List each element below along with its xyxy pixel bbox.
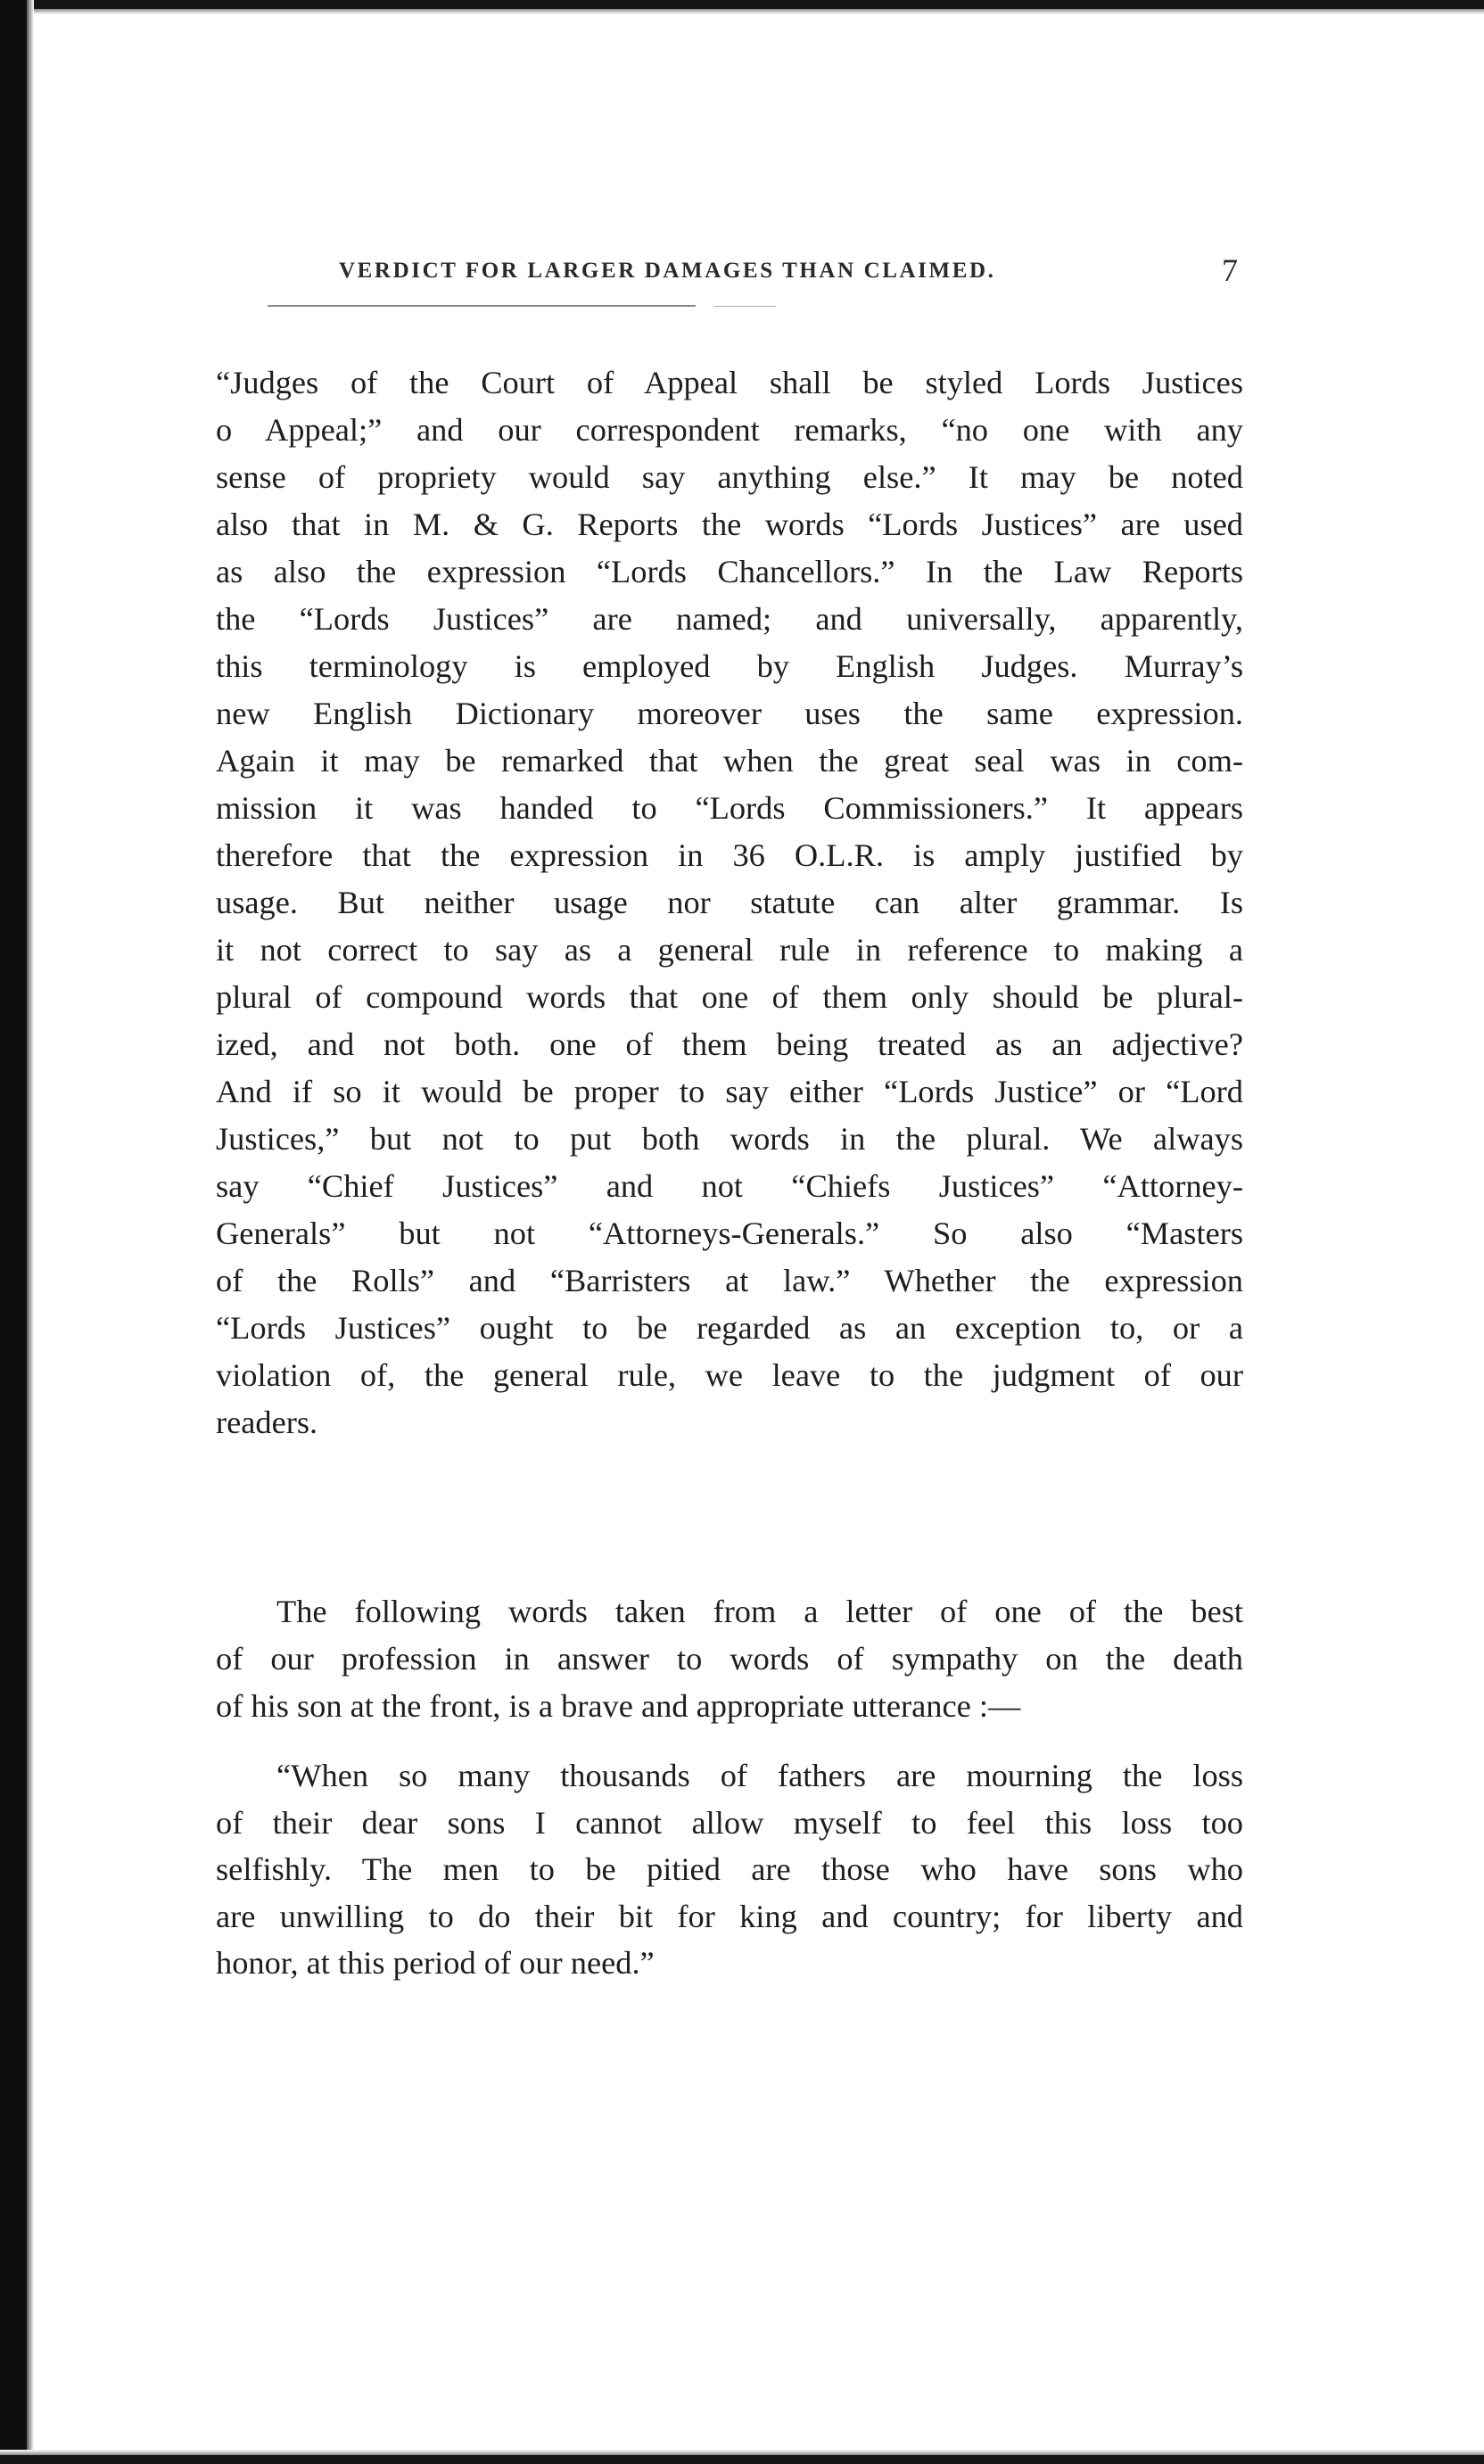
text-line: o Appeal;” and our correspondent remarks, “no one with any <box>216 412 1243 448</box>
text-line: selfishly. The men to be pitied are those who have sons who <box>216 1851 1243 1887</box>
text-line: say “Chief Justices” and not “Chiefs Justices” “Attorney- <box>216 1168 1243 1204</box>
text-line: Justices,” but not to put both words in the plural. We always <box>216 1121 1243 1157</box>
scan-edge-bottom <box>0 2455 1484 2464</box>
text-line: mission it was handed to “Lords Commissioners.” It appears <box>216 790 1243 826</box>
paragraph-quotation <box>216 1752 1243 1987</box>
text-line: readers. <box>216 1405 318 1440</box>
text-line: “Lords Justices” ought to be regarded as an exception to, or a <box>216 1310 1243 1346</box>
scan-edge-bottom-shadow <box>0 2450 1484 2455</box>
text-line: also that in M. & G. Reports the words “Lords Justices” are used <box>216 507 1243 542</box>
text-line: ized, and not both. one of them being treated as an adjective? <box>216 1026 1243 1062</box>
text-line: The following words taken from a letter of one of the best <box>276 1594 1243 1629</box>
scan-edge-top <box>0 0 1484 9</box>
text-line: usage. But neither usage nor statute can alter grammar. Is <box>216 885 1243 920</box>
scan-edge-left-shadow <box>27 0 34 2464</box>
header-rule-fragment <box>713 306 776 307</box>
text-line: this terminology is employed by English Judges. Murray’s <box>216 648 1243 684</box>
text-line: therefore that the expression in 36 O.L.R. is amply justified by <box>216 837 1243 873</box>
text-line: it not correct to say as a general rule in reference to making a <box>216 932 1243 968</box>
page-number: 7 <box>1222 252 1238 288</box>
paragraph-lords-justices <box>216 359 1243 1446</box>
text-line: of his son at the front, is a brave and appropriate utterance :— <box>216 1688 1021 1724</box>
text-line: of our profession in answer to words of sympathy on the death <box>216 1641 1243 1677</box>
text-line: new English Dictionary moreover uses the same expression. <box>216 696 1243 731</box>
scan-edge-left <box>0 0 27 2464</box>
text-line: sense of propriety would say anything else.” It may be noted <box>216 459 1243 495</box>
text-line: are unwilling to do their bit for king and country; for liberty and <box>216 1898 1243 1934</box>
text-line: honor, at this period of our need.” <box>216 1945 655 1981</box>
text-line: of their dear sons I cannot allow myself to feel this loss too <box>216 1804 1243 1841</box>
text-line: the “Lords Justices” are named; and universally, apparently, <box>216 601 1243 637</box>
running-head-title: VERDICT FOR LARGER DAMAGES THAN CLAIMED. <box>339 259 996 283</box>
text-line: “Judges of the Court of Appeal shall be styled Lords Justices <box>216 365 1243 400</box>
paragraph-letter-intro <box>216 1588 1243 1730</box>
text-line: plural of compound words that one of them only should be plural- <box>216 979 1243 1015</box>
text-line: Again it may be remarked that when the great seal was in com- <box>216 743 1243 779</box>
text-line: Generals” but not “Attorneys-Generals.” So also “Masters <box>216 1216 1243 1251</box>
text-line: violation of, the general rule, we leave to the judgment of our <box>216 1357 1243 1393</box>
text-line: “When so many thousands of fathers are mourning the loss <box>276 1758 1243 1793</box>
text-line: And if so it would be proper to say either “Lords Justice” or “Lord <box>216 1074 1243 1109</box>
text-line: of the Rolls” and “Barristers at law.” Whether the expression <box>216 1263 1243 1298</box>
header-rule <box>268 305 696 307</box>
scan-edge-top-shadow <box>0 9 1484 14</box>
text-line: as also the expression “Lords Chancellors.” In the Law Reports <box>216 554 1243 589</box>
